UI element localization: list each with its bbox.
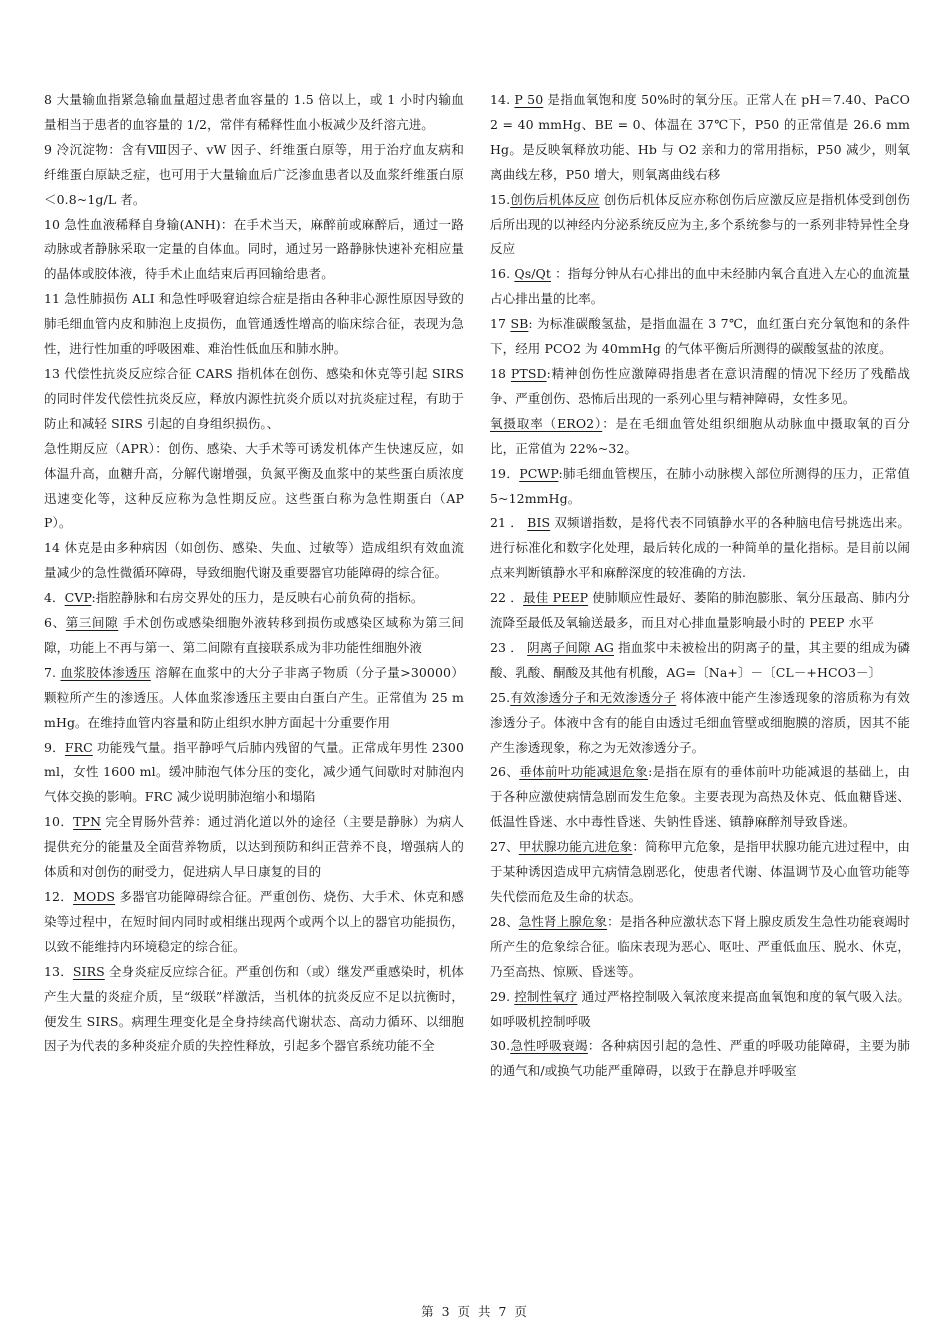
entry-number: 13．: [44, 963, 73, 979]
entry-number: 6、: [44, 615, 66, 631]
entry-number: 25.: [490, 689, 511, 705]
definition-entry: [44, 810, 464, 885]
entry-number: 15.: [490, 191, 511, 207]
definition-entry: [44, 287, 464, 362]
entry-text: ：是指各种应激状态下肾上腺皮质发生急性功能衰竭时所产生的危象综合征。临床表现为恶心、呕吐、严重低血压、脱水、休克，乃至高热、惊厥、昏迷等。: [490, 913, 910, 979]
definition-entry: [490, 1034, 910, 1084]
definition-entry: [490, 835, 910, 910]
entry-term: PCWP: [519, 465, 559, 481]
entry-term: BIS: [527, 515, 551, 531]
entry-term: CVP: [64, 590, 92, 606]
entry-number: 28、: [490, 913, 519, 929]
entry-number: 23 ．: [490, 639, 528, 655]
definition-entry: [490, 760, 910, 835]
entry-number: 18: [490, 365, 511, 381]
entry-term: 有效渗透分子和无效渗透分子: [510, 689, 677, 705]
entry-number: 7.: [44, 664, 61, 680]
entry-text: 手术创伤或感染细胞外液转移到损伤或感染区域称为第三间隙，功能上不再与第一、第二间隙有直接联系成为非功能性细胞外液: [44, 615, 464, 655]
entry-term: TPN: [73, 814, 102, 830]
entry-number: 19．: [490, 465, 520, 481]
definition-entry: [44, 437, 464, 537]
definition-entry: [490, 511, 910, 586]
definition-entry: [490, 586, 910, 636]
entry-term: 垂体前叶功能减退危象: [519, 764, 649, 780]
entry-number: 21 ．: [490, 515, 528, 531]
entry-number: 26、: [490, 764, 520, 780]
definition-entry: [44, 138, 464, 213]
entry-text: 双频谱指数，是将代表不同镇静水平的各种脑电信号挑选出来。进行标准化和数字化处理，最后转化成的一种简单的量化指标。是目前以闹点来判断镇静水平和麻醉深度的较准确的方法.: [490, 515, 910, 581]
entry-text: :肺毛细血管楔压，在肺小动脉楔入部位所测得的压力，正常值 5~12mmHg。: [490, 465, 910, 506]
definition-entry: [44, 88, 464, 138]
entry-text: ：是在毛细血管处组织细胞从动脉血中摄取氧的百分比，正常值为 22%~32。: [490, 415, 910, 456]
left-column: [44, 88, 464, 1059]
definition-entry: [490, 362, 910, 412]
entry-text: 13 代偿性抗炎反应综合征 CARS 指机体在创伤、感染和休克等引起 SIRS 的同时伴发代偿性抗炎反应，释放内源性抗炎介质以对抗炎症过程，有助于防止和减轻 SIRS 引起的自身组织损伤。、: [44, 365, 464, 431]
entry-term: 血浆胶体渗透压: [60, 664, 151, 680]
entry-number: 9．: [44, 739, 65, 755]
definition-entry: [44, 536, 464, 586]
definition-entry: [490, 312, 910, 362]
definition-entry: [490, 985, 910, 1035]
entry-text: :是指在原有的垂体前叶功能减退的基础上，由于各种应激使病情急剧而发生危象。主要表现为高热及休克、低血糖昏迷、低温性昏迷、水中毒性昏迷、失钠性昏迷、镇静麻醉剂导致昏迷。: [490, 764, 910, 830]
definition-entry: [490, 262, 910, 312]
entry-number: 27、: [490, 839, 519, 855]
entry-term: 第三间隙: [65, 615, 119, 631]
entry-term: SB: [510, 316, 529, 332]
definition-entry: [44, 885, 464, 960]
entry-text: 10 急性血液稀释自身输(ANH)：在手术当天，麻醉前或麻醉后，通过一路动脉或者静脉采取一定量的自体血。同时，通过另一路静脉快速补充相应量的晶体或胶体液，待手术止血结束后再回输给患者。: [44, 216, 464, 282]
definition-entry: [490, 462, 910, 512]
entry-term: 急性呼吸衰竭: [510, 1038, 588, 1054]
entry-text: 指血浆中未被检出的阴离子的量，其主要的组成为磷酸、乳酸、酮酸及其他有机酸，AG=〔Na+〕－〔CL－+HCO3－〕: [490, 639, 910, 680]
right-column: [490, 88, 910, 1084]
definition-entry: [44, 960, 464, 1060]
entry-term: 氧摄取率（ERO2）: [490, 415, 603, 431]
entry-text: 急性期反应（APR）：创伤、感染、大手术等可诱发机体产生快速反应，如体温升高，血糖升高，分解代谢增强，负氮平衡及血浆中的某些蛋白质浓度迅速变化等，这种反应称为急性期反应。这些蛋白称为急性期蛋白（APP）。: [44, 440, 464, 531]
definition-entry: [490, 412, 910, 462]
definition-entry: [44, 362, 464, 437]
entry-term: P 50: [514, 92, 544, 107]
entry-text: : 为标准碳酸氢盐，是指血温在 3 7℃，血红蛋白充分氧饱和的条件下，经用 PCO2 为 40mmHg 的气体平衡后所测得的碳酸氢盐的浓度。: [490, 316, 911, 357]
entry-text: 功能残气量。指平静呼气后肺内残留的气量。正常成年男性 2300 ml，女性 1600 ml。缓冲肺泡气体分压的变化，减少通气间歇时对肺泡内气体交换的影响。FRC 减少说明肺泡缩小和塌陷: [44, 739, 464, 805]
definition-entry: [44, 611, 464, 661]
entry-text: 多器官功能障碍综合征。严重创伤、烧伤、大手术、休克和感染等过程中，在短时间内同时或相继出现两个或两个以上的器官功能损伤，以致不能维持内环境稳定的综合征。: [44, 889, 464, 954]
entry-term: 甲状腺功能亢进危象: [518, 839, 633, 855]
entry-term: 最佳 PEEP: [523, 590, 589, 606]
entry-term: PTSD: [510, 365, 547, 381]
entry-text: ：各种病因引起的急性、严重的呼吸功能障碍，主要为肺的通气和/或换气功能严重障碍，以致于在静息并呼吸室: [490, 1038, 910, 1079]
entry-text: 使肺顺应性最好、萎陷的肺泡膨胀、氧分压最高、肺内分流降至最低及氧输送最多，而且对心排血量影响最小时的 PEEP 水平: [490, 590, 911, 631]
entry-text: 溶解在血浆中的大分子非离子物质（分子量>30000）颗粒所产生的渗透压。人体血浆渗透压主要由白蛋白产生。正常值为 25 mmHg。在维持血管内容量和防止组织水肿方面起十分重要作用: [44, 664, 464, 730]
entry-term: 创伤后机体反应: [510, 191, 600, 207]
definition-entry: [490, 910, 910, 985]
entry-number: 16.: [490, 266, 515, 282]
entry-term: 控制性氧疗: [514, 988, 578, 1004]
entry-text: ：指每分钟从右心排出的血中未经肺内氧合直进入左心的血流量占心排出量的比率。: [490, 266, 911, 307]
entry-term: MODS: [73, 889, 116, 904]
entry-text: 9 冷沉淀物：含有Ⅷ因子、vW 因子、纤维蛋白原等，用于治疗血友病和纤维蛋白原缺乏症，也可用于大量输血后广泛渗血患者以及血浆纤维蛋白原＜0.8~1g/L 者。: [44, 141, 464, 207]
entry-text: 完全胃肠外营养：通过消化道以外的途径（主要是静脉）为病人提供充分的能量及全面营养物质，以达到预防和纠正营养不良，增强病人的体质和对创伤的耐受力，促进病人早日康复的目的: [44, 814, 464, 880]
definition-entry: [490, 188, 910, 263]
definition-entry: [44, 213, 464, 288]
entry-number: 29.: [490, 988, 515, 1004]
entry-number: 14.: [490, 92, 515, 107]
entry-text: 11 急性肺损伤 ALI 和急性呼吸窘迫综合症是指由各种非心源性原因导致的肺毛细血管内皮和肺泡上皮损伤，血管通透性增高的临床综合征，表现为急性，进行性加重的呼吸困难、难治性低血压和肺水肿。: [44, 291, 464, 357]
entry-text: 全身炎症反应综合征。严重创伤和（或）继发严重感染时，机体产生大量的炎症介质，呈“级联”样激活，当机体的抗炎反应不足以抗衡时，便发生 SIRS。病理生理变化是全身持续高代谢状态、高动力循环、以细胞因子为代表的多种炎症介质的失控性释放，引起多个器官系统功能不全: [44, 963, 464, 1054]
definition-entry: [490, 686, 910, 761]
entry-term: 急性肾上腺危象: [518, 913, 608, 929]
entry-text: 8 大量输血指紧急输血量超过患者血容量的 1.5 倍以上，或 1 小时内输血量相当于患者的血容量的 1/2，常伴有稀释性血小板减少及纤溶亢进。: [44, 92, 464, 132]
page-footer: 第 3 页 共 7 页: [421, 1304, 529, 1319]
entry-text: 是指血氧饱和度 50%时的氧分压。正常人在 pH＝7.40、PaCO2 = 40 mmHg、BE = 0、体温在 37℃下，P50 的正常值是 26.6 mmHg。是反映氧释放功能、Hb 与 O2 亲和力的常用指标，P50 减少，则氧离曲线左移，P50 增大，则氧离曲线右移: [490, 92, 910, 182]
entry-number: 10．: [44, 814, 74, 830]
entry-number: 22 ．: [490, 590, 524, 606]
entry-term: FRC: [64, 739, 93, 755]
entry-text: 创伤后机体反应亦称创伤后应激反应是指机体受到创伤后所出现的以神经内分泌系统反应为主,多个系统参与的一系列非特异性全身反应: [490, 191, 910, 257]
entry-text: :指腔静脉和右房交界处的压力，是反映右心前负荷的指标。: [91, 590, 424, 606]
definition-entry: [44, 586, 464, 611]
entry-number: 30.: [490, 1038, 511, 1054]
entry-text: 将体液中能产生渗透现象的溶质称为有效渗透分子。体液中含有的能自由透过毛细血管壁或细胞膜的溶质，因其不能产生渗透现象，称之为无效渗透分子。: [490, 689, 910, 755]
entry-text: :精神创伤性应激障碍指患者在意识清醒的情况下经历了残酷战争、严重创伤、恐怖后出现的一系列心里与精神障碍，女性多见。: [490, 365, 911, 406]
definition-entry: [490, 636, 910, 686]
entry-term: Qs/Qt: [514, 266, 551, 282]
entry-text: 通过严格控制吸入氧浓度来提高血氧饱和度的氧气吸入法。如呼吸机控制呼吸: [490, 988, 910, 1029]
definition-entry: [44, 661, 464, 736]
entry-number: 17: [490, 316, 511, 332]
entry-term: SIRS: [72, 963, 105, 979]
entry-text: 14 休克是由多种病因（如创伤、感染、失血、过敏等）造成组织有效血流量减少的急性微循环障碍，导致细胞代谢及重要器官功能障碍的综合征。: [44, 540, 464, 581]
definition-entry: [44, 736, 464, 811]
entry-number: 4．: [44, 590, 65, 606]
entry-text: ：简称甲亢危象，是指甲状腺功能亢进过程中，由于某种诱因造成甲亢病情急剧恶化，使患者代谢、体温调节及心血管功能等失代偿而危及生命的状态。: [490, 839, 910, 904]
entry-number: 12．: [44, 889, 74, 904]
definition-entry: [490, 88, 910, 188]
entry-term: 阴离子间隙 AG: [527, 639, 614, 655]
